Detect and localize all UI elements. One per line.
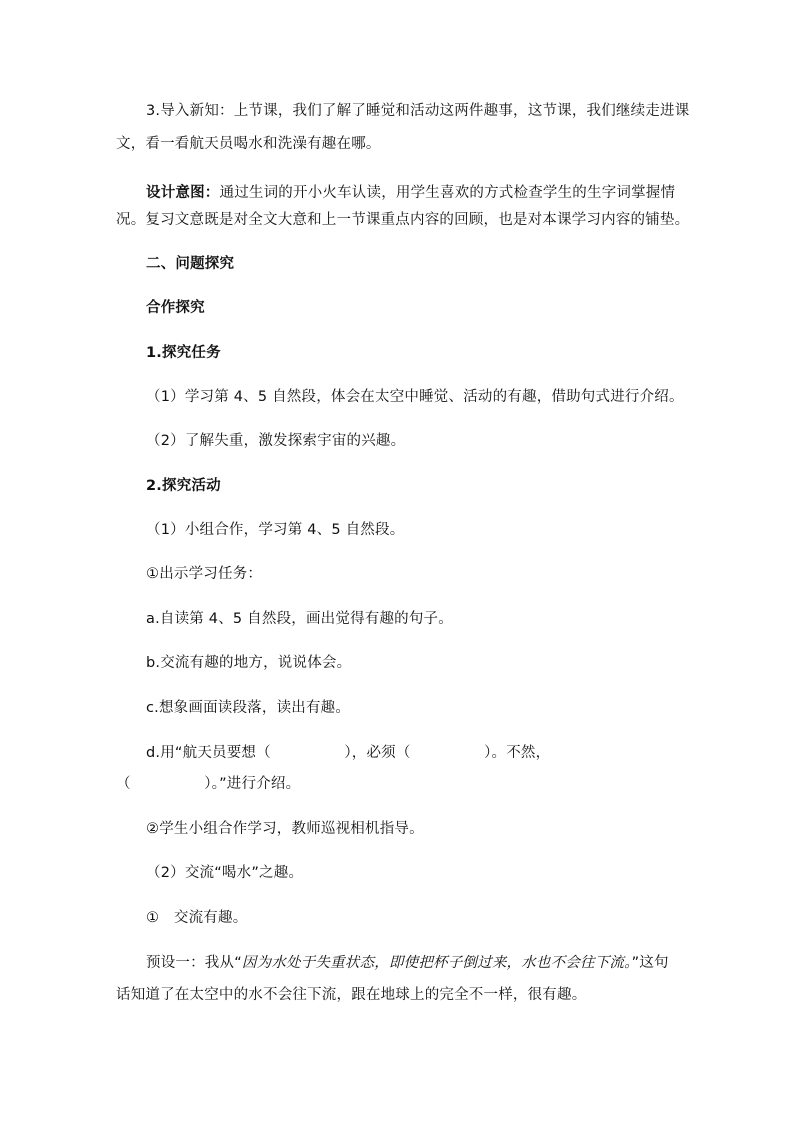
activity-step-d-line-2: （ ）。”进行介绍。 [116, 776, 301, 792]
activity-heading: 2.探究活动 [146, 478, 221, 494]
task-item-2: （2）了解失重，激发探索宇宙的兴趣。 [146, 433, 406, 449]
intro-paragraph-line-1: 3.导入新知：上节课，我们了解了睡觉和活动这两件趣事，这节课，我们继续走进课 [146, 103, 690, 119]
preset-quote: 因为水处于失重状态，即使把杯子倒过来，水也不会往下流。 [241, 955, 632, 971]
preset-line-2: 话知道了在太空中的水不会往下流，跟在地球上的完全不一样，很有趣。 [116, 987, 587, 1003]
task-item-1: （1）学习第 4、5 自然段，体会在太空中睡觉、活动的有趣，借助句式进行介绍。 [146, 389, 684, 405]
preset-line-1 [146, 952, 706, 974]
activity-subitem-1: ①出示学习任务： [146, 566, 263, 582]
activity-step-d-line-1: d.用“航天员要想（ ），必须（ ）。不然， [146, 745, 551, 761]
activity-step-a: a.自读第 4、5 自然段，画出觉得有趣的句子。 [146, 611, 453, 627]
activity-subitem-2: ②学生小组合作学习，教师巡视相机指导。 [146, 821, 424, 837]
activity-subitem-exchange: ① 交流有趣。 [146, 910, 248, 926]
activity-step-c: c.想象画面读段落，读出有趣。 [146, 700, 351, 716]
intro-paragraph-line-2: 文，看一看航天员喝水和洗澡有趣在哪。 [116, 136, 381, 152]
activity-step-b: b.交流有趣的地方，说说体会。 [146, 655, 352, 671]
design-intent-line-1 [146, 182, 706, 204]
subsection-heading: 合作探究 [146, 300, 205, 316]
activity-item-1: （1）小组合作，学习第 4、5 自然段。 [146, 522, 405, 538]
activity-item-2: （2）交流“喝水”之趣。 [146, 865, 304, 881]
preset-label: 预设一：我从“ [146, 955, 242, 971]
design-intent-line-2: 况。复习文意既是对全文大意和上一节课重点内容的回顾，也是对本课学习内容的铺垫。 [116, 212, 690, 228]
design-intent-text: 通过生词的开小火车认读，用学生喜欢的方式检查学生的生字词掌握情 [219, 185, 676, 201]
design-intent-label: 设计意图： [146, 185, 220, 201]
section-heading: 二、问题探究 [146, 256, 235, 272]
preset-tail: ”这句 [631, 955, 669, 971]
task-heading: 1.探究任务 [146, 345, 221, 361]
